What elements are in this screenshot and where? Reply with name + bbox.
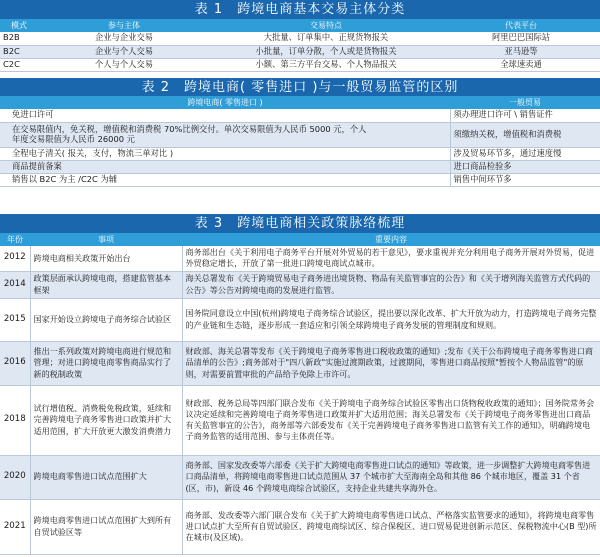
table2-header-ecommerce: 跨境电商( 零售进口 ): [187, 97, 263, 107]
table-row: [0, 341, 600, 385]
table2-cell: 销售以 B2C 为主 /C2C 为辅: [0, 173, 450, 186]
table1-header-participants: 参与主体: [108, 20, 140, 30]
table3-year: 2014: [0, 271, 30, 298]
table2-cell: 进口商品检验多: [450, 160, 600, 173]
table-row: [0, 32, 600, 45]
table3-year: 2016: [0, 341, 30, 385]
table2-cell: 全程电子清关( 报关，支付，物流三单对比 ): [0, 147, 450, 160]
table1-cell: 个人与个人交易: [38, 58, 210, 71]
table3-year: 2015: [0, 298, 30, 341]
table2-header-general-trade: 一般贸易: [509, 97, 541, 107]
table-row: [0, 385, 600, 455]
table2-cell: 涉及贸易环节多，通过速度慢: [450, 147, 600, 160]
table-row: [0, 58, 600, 71]
table3-item: 跨境电商零售进口试点范围扩大: [30, 455, 182, 499]
table-row: [0, 298, 600, 341]
table-row: [0, 109, 600, 122]
table-row: [0, 173, 600, 186]
table3-item: 跨境电商相关政策开始出台: [30, 246, 182, 271]
table3-content: 国务院同意设立中国(杭州)跨境电子商务综合试验区，提出要以深化改革、扩大开放为动力，打造跨境电子商务完整的产业链和生态链，逐步形成一套适应和引领全球跨境电子商务发展的管理制度和规则。: [182, 298, 600, 341]
table2-body: [0, 109, 600, 187]
table3-header: [0, 233, 600, 246]
table1-header-platform: 代表平台: [505, 20, 537, 30]
table3-year: 2020: [0, 455, 30, 499]
table3-item: 试行增值税、消费税免税政策，延续和完善跨境电子商务零售进口政策并扩大适用范围，扩大开放更大激发消费潜力: [30, 385, 182, 455]
table3-content: 财政部、海关总署等发布《关于跨境电子商务零售进口税收政策的通知》;发布《关于公布跨境电子商务零售进口商品清单的公告》;商务部对于"四八新政"实施过渡期政策，过渡期间，零售进口商品按照"暂按个人物品监管"的原则，对需要前置审批的产品给予免除上市许可。: [182, 341, 600, 385]
table3-year: 2012: [0, 246, 30, 271]
table2-header: [0, 96, 600, 109]
table-row: [0, 45, 600, 58]
table3-year: 2021: [0, 499, 30, 554]
table3-content: 商务部、国家发改委等六部委《关于扩大跨境电商零售进口试点的通知》等政策，进一步调整扩大跨境电商零售进口商品清单，将跨境电商零售进口试点范围从 37 个城市扩大至海南全岛和其他 86 个城市地区，覆盖 31 个省(区，市)，新设 46 个跨境电商综合试验区，支持企业共建共享海外仓。: [182, 455, 600, 499]
table-row: [0, 122, 600, 147]
table2-cell: 免进口许可: [0, 109, 450, 122]
table3-content: 商务部、发改委等六部门联合发布《关于扩大跨境电商零售进口试点、严格落实监管要求的通知》，将跨境电商零售进口试点扩大至所有自贸试验区、跨境电商综试区、综合保税区、进口贸易促进创新示范区、保税物流中心(B 型)所在城市(及区域)。: [182, 499, 600, 554]
table2-title: 表 2 跨境电商( 零售进口 )与一般贸易监管的区别: [0, 78, 600, 96]
table2-cell: 商品提前备案: [0, 160, 450, 173]
table-row: [0, 499, 600, 554]
table3-content: 海关总署发布《关于跨境贸易电子商务进出境货物、物品有关监管事宜的公告》和《关于增列海关监管方式代码的公告》等公告对跨境电商的发展进行监管。: [182, 271, 600, 298]
table1-cell: 小批量，订单分散，个人或是货物报关: [210, 45, 442, 58]
table1-cell: 全球速卖通: [442, 58, 600, 71]
table-row: [0, 147, 600, 160]
table1-header-features: 交易特点: [310, 20, 342, 30]
table1-header: [0, 19, 600, 32]
table1-cell: 企业与个人交易: [38, 45, 210, 58]
table3-header-item: 事项: [98, 234, 114, 244]
table-row: [0, 246, 600, 271]
table3-item: 国家开始设立跨境电子商务综合试验区: [30, 298, 182, 341]
table1-header-mode: 模式: [11, 20, 27, 30]
table3-content: 财政部、税务总局等四部门联合发布《关于跨境电子商务综合试验区零售出口货物税收政策的通知》；国务院常务会议决定延续和完善跨境电子商务零售进口政策并扩大适用范围；海关总署发布《关于跨境电子商务零售进出口商品有关监管事宜的公告》，商务部等六部委发布《关于完善跨境电子商务零售进口监管有关工作的通知》，明确跨境电子商务监管的适用范围、参与主体责任等。: [182, 385, 600, 455]
table1-cell: 大批量、订单集中、正规货物报关: [210, 32, 442, 45]
table3-header-content: 重要内容: [375, 234, 407, 244]
table1-cell: 小额、第三方平台交易、个人物品报关: [210, 58, 442, 71]
table1-cell: B2C: [0, 45, 38, 58]
table2-cell: 须缴纳关税，增值税和消费税: [450, 122, 600, 147]
table3-item: 推出一系列政策对跨境电商进行规范和管理；对进口跨境电商零售商品实行了新的税制政策: [30, 341, 182, 385]
table2-cell: 在交易限值内，免关税，增值税和消费税 70%比例交付。单次交易限值为人民币 5000 元，个人年度交易限值为人民币 26000 元: [0, 122, 450, 147]
table1-cell: 阿里巴巴国际站: [442, 32, 600, 45]
table1-cell: 企业与企业交易: [38, 32, 210, 45]
table3-body: [0, 246, 600, 555]
table1-title: 表 1 跨境电商基本交易主体分类: [0, 0, 600, 19]
table-row: [0, 160, 600, 173]
table1-cell: B2B: [0, 32, 38, 45]
table3-title: 表 3 跨境电商相关政策脉络梳理: [0, 214, 600, 233]
table-row: [0, 271, 600, 298]
table2-cell: 销售中间环节多: [450, 173, 600, 186]
table3-item: 政策层面承认跨境电商，搭建监管基本框架: [30, 271, 182, 298]
table3-header-year: 年份: [7, 234, 23, 244]
table-row: [0, 455, 600, 499]
table1-cell: C2C: [0, 58, 38, 71]
table3-year: 2018: [0, 385, 30, 455]
table2-cell: 须办理进口许可 \ 销售证件: [450, 109, 600, 122]
table1-cell: 亚马逊等: [442, 45, 600, 58]
table3-content: 商务部出台《关于利用电子商务平台开展对外贸易的若干意见》，要求重视并充分利用电子商务开展对外贸易，促进外贸稳定增长，开放了第一批进口跨境电商试点城市。: [182, 246, 600, 271]
table1-body: [0, 32, 600, 72]
table3-item: 跨境电商零售进口试点范围扩大到所有自贸试验区等: [30, 499, 182, 554]
